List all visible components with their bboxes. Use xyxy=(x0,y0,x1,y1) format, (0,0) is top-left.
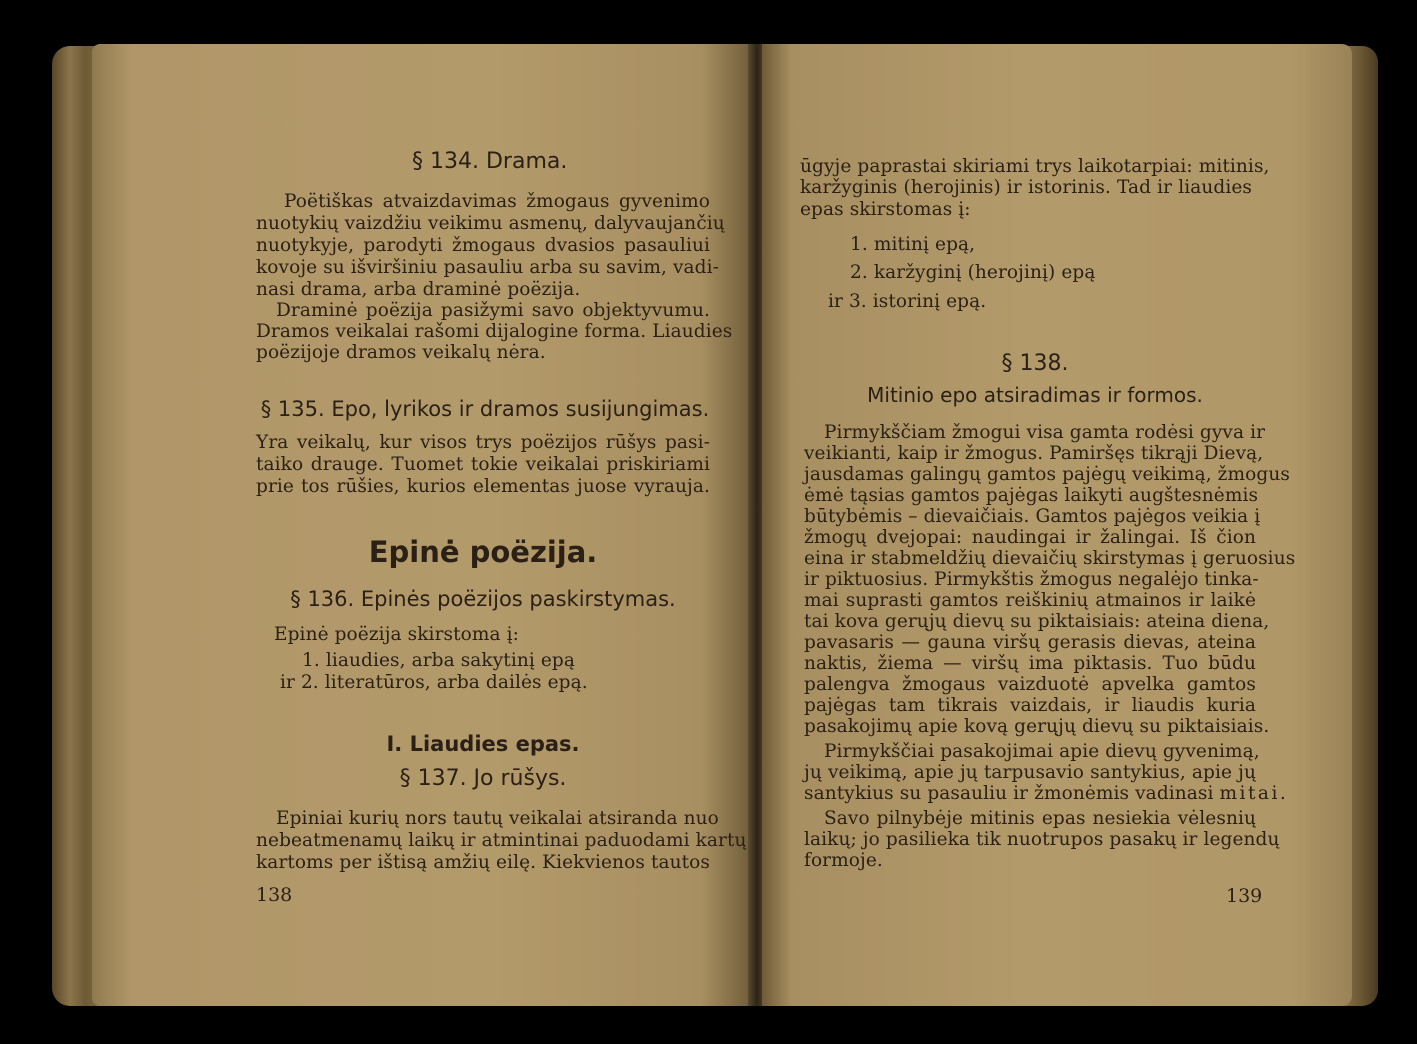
page-number-right: 139 xyxy=(1226,885,1263,907)
p138-line-6: žmogų dvejopai: naudingai ir žalingai. Iš čion xyxy=(804,527,1256,548)
p134-line-4: kovoje su išviršiniu pasauliu arba su savim, vadi- xyxy=(256,257,719,278)
heading-138: § 138. xyxy=(1001,351,1069,376)
p138-line-13: palengva žmogaus vaizduotė apvelka gamtos xyxy=(804,674,1256,695)
p138c-line-2: laikų; jo pasilieka tik nuotrupos pasakų ir legendų xyxy=(804,829,1280,850)
p138-line-7: eina ir stabmeldžių dievaičių skirstymas į geruosius xyxy=(804,548,1296,569)
heading-135: § 135. Epo, lyrikos ir dramos susijungimas. xyxy=(260,397,710,421)
p138c-line-3: formoje. xyxy=(804,850,883,871)
page-number-left: 138 xyxy=(256,884,293,906)
p134-line-5: nasi drama, arba draminė poëzija. xyxy=(256,279,581,300)
p138-line-2: veikianti, kaip ir žmogus. Pamiršęs tikrąji Dievą, xyxy=(804,443,1264,464)
p136-intro: Epinė poëzija skirstoma į: xyxy=(274,624,519,645)
left-page xyxy=(92,44,754,1006)
p138-line-1: Pirmykščiam žmogui visa gamta rodėsi gyva ir xyxy=(824,422,1266,443)
top-line-2: karžyginis (herojinis) ir istorinis. Tad ir liaudies xyxy=(800,177,1252,198)
heading-liaudies-epas: I. Liaudies epas. xyxy=(386,732,580,756)
p138-line-4: ėmė tąsias gamtos pajėgas laikyti augštesnėmis xyxy=(804,485,1259,506)
p138-line-15: pasakojimų apie kovą gerųjų dievų su piktaisiais. xyxy=(804,716,1270,737)
p137-line-2: nebeatmenamų laikų ir atmintinai paduodami kartų xyxy=(256,830,747,851)
heading-epine-poezija: Epinė poëzija. xyxy=(368,535,598,569)
top-line-1: ūgyje paprastai skiriami trys laikotarpiai: mitinis, xyxy=(800,156,1270,177)
p134-line-2: nuotykių vaizdžiu veikimu asmenų, dalyvaujančių xyxy=(256,213,725,234)
p136-item-2: ir 2. literatūros, arba dailės epą. xyxy=(280,672,588,693)
p138-line-11: pavasaris — gauna viršų gerasis dievas, ateina xyxy=(804,632,1256,653)
p138c-line-1: Savo pilnybėje mitinis epas nesiekia vėlesnių xyxy=(824,808,1256,829)
p138-line-3: jausdamas galingų gamtos pajėgų veikimą, žmogus xyxy=(804,464,1290,485)
p134-line-3: nuotykyje, parodyti žmogaus dvasios pasauliui xyxy=(256,235,710,256)
p136-item-1: 1. liaudies, arba sakytinį epą xyxy=(302,650,575,671)
p135-line-3: prie tos rūšies, kurios elementas juose vyrauja. xyxy=(256,476,710,497)
p135-line-2: taiko drauge. Tuomet tokie veikalai priskiriami xyxy=(256,454,710,475)
heading-134: § 134. Drama. xyxy=(412,149,568,174)
p138-line-10: tai kova gerųjų dievų su piktaisiais: ateina diena, xyxy=(804,611,1270,632)
p138-line-8: ir piktuosius. Pirmykštis žmogus negalėjo tinka- xyxy=(804,569,1259,590)
p134-line-8: poëzijoje dramos veikalų nėra. xyxy=(256,342,546,363)
p134-line-7: Dramos veikalai rašomi dijalogine forma. Liaudies xyxy=(256,321,733,342)
top-line-3: epas skirstomas į: xyxy=(800,199,971,220)
p134-line-1: Poëtiškas atvaizdavimas žmogaus gyvenimo xyxy=(284,191,710,212)
heading-138-title: Mitinio epo atsiradimas ir formos. xyxy=(867,383,1203,407)
p134-line-6: Draminė poëzija pasižymi savo objektyvumu. xyxy=(276,300,710,321)
p138-line-14: pajėgas tam tikrais vaizdais, ir liaudis kuria xyxy=(804,695,1256,716)
heading-137: § 137. Jo rūšys. xyxy=(399,766,567,791)
list-item-3: ir 3. istorinį epą. xyxy=(828,291,987,312)
p138b-line-2: jų veikimą, apie jų tarpusavio santykius, apie jų xyxy=(804,762,1256,783)
right-page xyxy=(762,44,1352,1006)
p138b-line-3-text: santykius su pasauliu ir žmonėmis vadinasi xyxy=(804,783,1220,804)
p137-line-1: Epiniai kurių nors tautų veikalai atsiranda nuo xyxy=(276,808,719,829)
p138-line-9: mai suprasti gamtos reiškinių atmainos ir laikė xyxy=(804,590,1256,611)
p138-line-12: naktis, žiema — viršų ima piktasis. Tuo būdu xyxy=(804,653,1256,674)
p138-line-5: būtybėmis – dievaičiais. Gamtos pajėgos veikia į xyxy=(804,506,1261,527)
p137-line-3: kartoms per ištisą amžių eilę. Kiekvienos tautos xyxy=(256,852,710,873)
heading-136: § 136. Epinės poëzijos paskirstymas. xyxy=(290,587,676,611)
list-item-2: 2. karžyginį (herojinį) epą xyxy=(850,262,1096,283)
list-item-1: 1. mitinį epą, xyxy=(850,234,976,255)
p135-line-1: Yra veikalų, kur visos trys poëzijos rūšys pasi- xyxy=(256,432,710,453)
p138b-line-1: Pirmykščiai pasakojimai apie dievų gyvenimą, xyxy=(824,741,1260,762)
p138b-line-3 xyxy=(804,783,1288,805)
mitai-spaced-word: mitai. xyxy=(1219,783,1289,804)
